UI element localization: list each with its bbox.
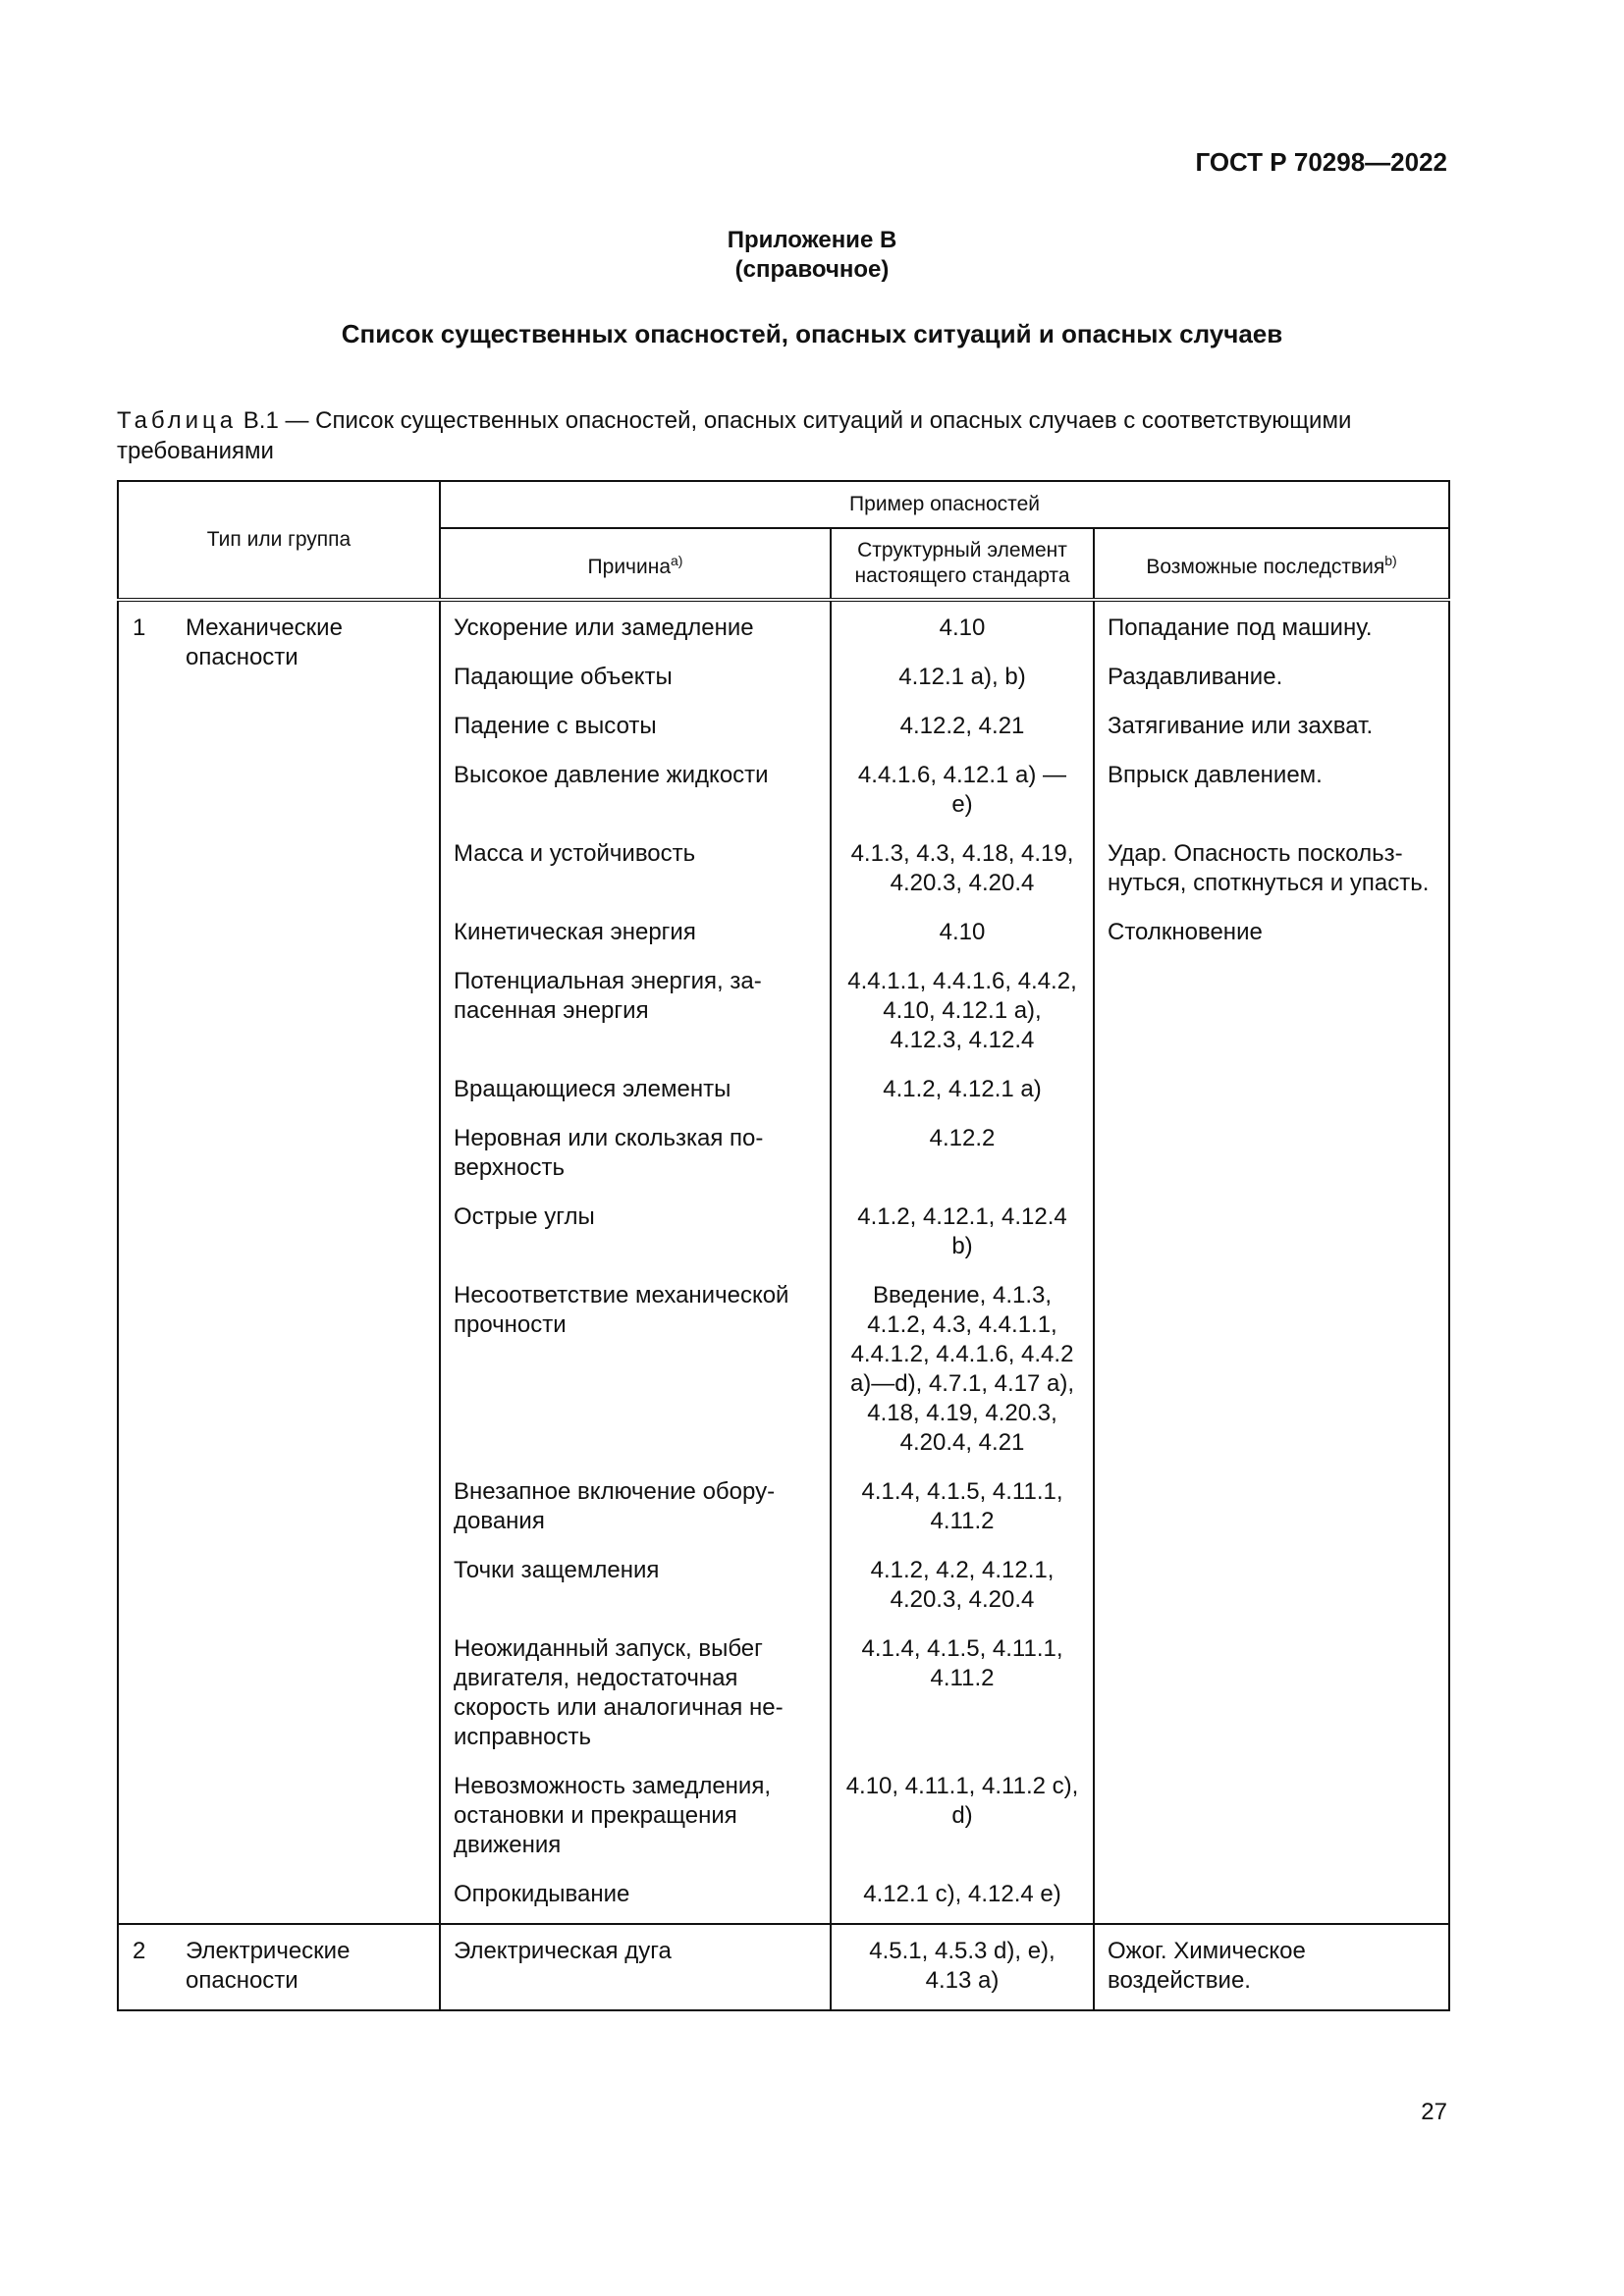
cause-text: Неожиданный запуск, выбег двигателя, недостаточная скорость или аналогичная неисправность	[454, 1635, 784, 1750]
document-title: Список существенных опасностей, опасных ситуаций и опасных случаев	[341, 319, 1283, 348]
ref-text: 4.1.4, 4.1.5, 4.11.1, 4.11.2	[861, 1478, 1063, 1534]
cause-text: Несоответствие механической прочности	[454, 1282, 789, 1338]
group-cell	[118, 600, 440, 1924]
page-number: 27	[1421, 2099, 1447, 2125]
cause-text: Вращающиеся элементы	[454, 1076, 731, 1102]
cause-text: Масса и устойчивость	[454, 840, 696, 867]
cause-text: Ускорение или замедление	[454, 614, 754, 641]
cause-text: Высокое давление жидкости	[454, 762, 769, 788]
consequence-text	[1096, 967, 1447, 1055]
cause-text: Кинетическая энергия	[454, 919, 696, 945]
cause-text: Невозможность замедления, остановки и прекращения движения	[454, 1773, 771, 1858]
ref-text: 4.10	[939, 919, 986, 945]
group-cell	[118, 1924, 440, 2010]
cause-cell	[440, 1924, 831, 2010]
table-row	[118, 600, 1449, 1924]
appendix-title: Приложение В	[727, 227, 897, 253]
header-type-group: Тип или группа	[118, 481, 440, 600]
consequence-text: Раздавливание.	[1108, 664, 1283, 690]
ref-cell	[831, 600, 1094, 1924]
group-name: Механические опасности	[186, 614, 343, 670]
consequence-text	[1096, 1075, 1447, 1104]
consequence-cell	[1094, 600, 1449, 1924]
standard-code: ГОСТ Р 70298—2022	[1195, 147, 1447, 177]
cause-text: Острые углы	[454, 1203, 595, 1230]
group-name: Электрические опасности	[186, 1938, 351, 1994]
header-cause: Причина$^{a)}$	[440, 528, 831, 600]
table-caption-text: В.1 — Список существенных опасностей, опасных ситуаций и опасных случаев с соответствующими требованиями	[117, 407, 1352, 464]
cause-text: Падение с высоты	[454, 713, 657, 739]
ref-text: 4.12.1 c), 4.12.4 e)	[863, 1881, 1061, 1907]
ref-text: 4.4.1.6, 4.12.1 a) — e)	[857, 762, 1067, 818]
ref-text: 4.1.3, 4.3, 4.18, 4.19, 4.20.3, 4.20.4	[850, 840, 1074, 896]
cause-text: Внезапное включение оборудования	[454, 1478, 776, 1534]
consequence-text: Столкновение	[1108, 919, 1263, 945]
ref-text: 4.10, 4.11.1, 4.11.2 c), d)	[845, 1773, 1079, 1829]
consequence-text: Затягивание или захват.	[1108, 713, 1374, 739]
table-caption-label: Таблица	[117, 407, 238, 434]
cause-text: Падающие объекты	[454, 664, 673, 690]
table-caption	[117, 405, 1448, 466]
cause-cell	[440, 600, 831, 1924]
header-consequences: Возможные последствия$^{b)}$	[1094, 528, 1449, 600]
consequence-text	[1096, 1281, 1447, 1458]
cause-text: Точки защемления	[454, 1557, 660, 1583]
consequence-text: Удар. Опасность поскользнуться, споткнуться и упасть.	[1108, 840, 1430, 896]
ref-cell	[831, 1924, 1094, 2010]
group-number: 1	[133, 614, 146, 641]
consequence-text	[1096, 1772, 1447, 1860]
ref-text: 4.12.1 a), b)	[898, 664, 1026, 690]
consequence-text	[1096, 1880, 1447, 1909]
cause-text: Потенциальная энергия, запасенная энергия	[454, 968, 762, 1024]
consequence-text	[1096, 1634, 1447, 1752]
consequence-text: Впрыск давлением.	[1108, 762, 1323, 788]
ref-text: 4.1.2, 4.12.1, 4.12.4 b)	[857, 1203, 1067, 1259]
consequence-cell	[1094, 1924, 1449, 2010]
ref-text: 4.4.1.1, 4.4.1.6, 4.4.2, 4.10, 4.12.1 a), 4.12.3, 4.12.4	[847, 968, 1077, 1053]
ref-text: 4.10	[939, 614, 986, 641]
ref-text: 4.5.1, 4.5.3 d), e), 4.13 a)	[869, 1938, 1056, 1994]
ref-text: 4.1.2, 4.2, 4.12.1, 4.20.3, 4.20.4	[870, 1557, 1055, 1613]
ref-text: 4.1.2, 4.12.1 a)	[883, 1076, 1042, 1102]
ref-text: 4.12.2, 4.21	[899, 713, 1025, 739]
cause-text: Электрическая дуга	[454, 1938, 672, 1964]
header-structural-element: Структурный элемент настоящего стандарта	[831, 528, 1094, 600]
consequence-text	[1096, 1556, 1447, 1615]
table-body	[118, 600, 1449, 2010]
appendix-subtitle: (справочное)	[734, 256, 890, 283]
ref-text: 4.12.2	[929, 1125, 996, 1151]
group-number: 2	[133, 1938, 146, 1964]
consequence-text	[1096, 1477, 1447, 1536]
consequence-text	[1096, 1124, 1447, 1183]
cause-text: Неровная или скользкая поверхность	[454, 1125, 764, 1181]
consequence-text: Попадание под машину.	[1108, 614, 1373, 641]
hazards-table	[117, 480, 1450, 2011]
appendix-heading	[0, 226, 1624, 285]
ref-text: Введение, 4.1.3, 4.1.2, 4.3, 4.4.1.1, 4.4.1.2, 4.4.1.6, 4.4.2 a)—d), 4.7.1, 4.17 a), 4.18, 4.19, 4.20.3, 4.20.4, 4.21	[849, 1282, 1075, 1456]
header-example: Пример опасностей	[440, 481, 1449, 528]
table-row	[118, 1924, 1449, 2010]
ref-text: 4.1.4, 4.1.5, 4.11.1, 4.11.2	[861, 1635, 1063, 1691]
cause-text: Опрокидывание	[454, 1881, 630, 1907]
consequence-text: Ожог. Химическое воздействие.	[1108, 1938, 1306, 1994]
consequence-text	[1096, 1202, 1447, 1261]
